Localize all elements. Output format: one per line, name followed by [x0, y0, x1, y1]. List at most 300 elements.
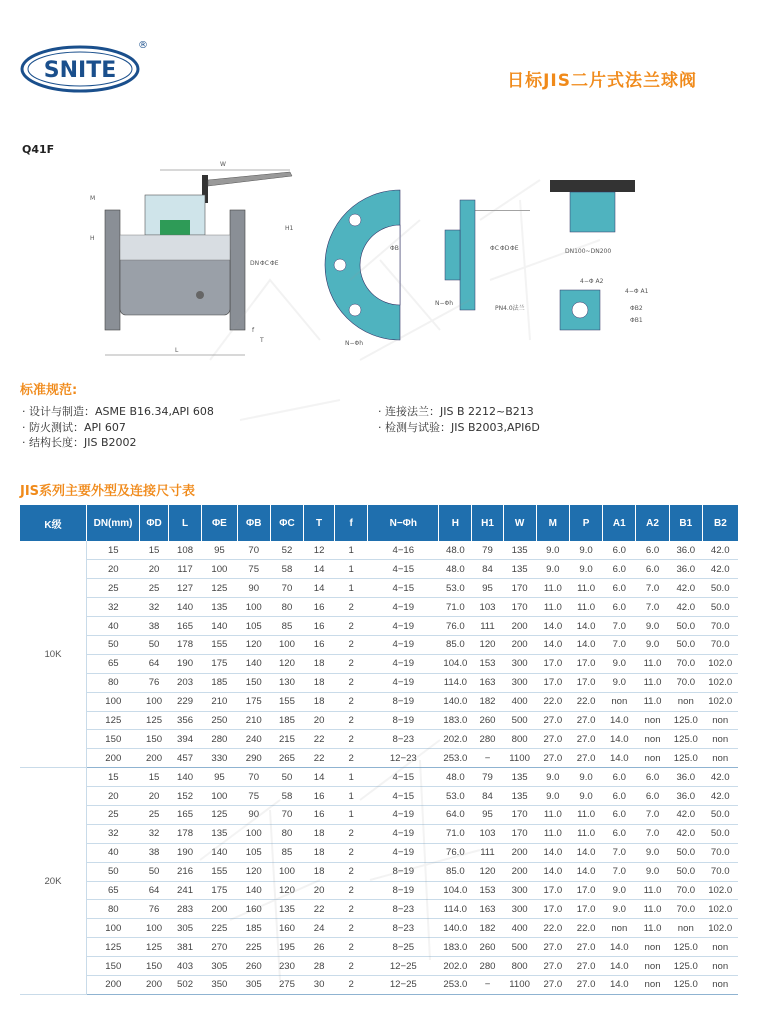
table-cell: 22 [304, 900, 335, 919]
model-code: Q41F [22, 143, 55, 156]
table-header-row [20, 505, 738, 541]
table-cell: 53.0 [439, 787, 472, 806]
table-cell: 4−19 [368, 654, 439, 673]
table-cell: 120 [472, 862, 503, 881]
table-cell: 9.0 [636, 843, 669, 862]
table-cell: 6.0 [603, 541, 636, 560]
table-cell: 2 [335, 617, 368, 636]
table-cell: 108 [168, 541, 201, 560]
table-cell: 225 [237, 938, 270, 957]
table-cell: 280 [472, 957, 503, 976]
table-cell: 135 [202, 824, 237, 843]
table-cell: 1100 [503, 749, 536, 768]
table-cell: 42.0 [702, 541, 738, 560]
table-cell: 25 [86, 579, 139, 598]
table-cell: non [636, 975, 669, 994]
table-cell: 400 [503, 919, 536, 938]
table-cell: 2 [335, 730, 368, 749]
table-cell: 22 [304, 749, 335, 768]
table-cell: 6.0 [603, 824, 636, 843]
table-cell: 11.0 [636, 673, 669, 692]
table-cell: 25 [86, 805, 139, 824]
table-cell: 140 [237, 881, 270, 900]
table-cell: 117 [168, 560, 201, 579]
table-cell: 195 [270, 938, 303, 957]
table-cell: 125 [86, 711, 139, 730]
table-cell: 300 [503, 881, 536, 900]
table-cell: 104.0 [439, 654, 472, 673]
table-cell: 1100 [503, 975, 536, 994]
table-cell: 6.0 [636, 541, 669, 560]
table-cell: 27.0 [536, 711, 569, 730]
table-cell: 2 [335, 824, 368, 843]
svg-text:4−Φ A1: 4−Φ A1 [625, 288, 649, 295]
table-cell: 14 [304, 768, 335, 787]
standards-right-list [378, 404, 540, 435]
standard-design: · 设计与制造：ASME B16.34,API 608 [22, 404, 214, 420]
table-cell: 152 [168, 787, 201, 806]
table-cell: 9.0 [636, 635, 669, 654]
svg-text:M: M [90, 195, 96, 202]
table-cell: 64 [140, 654, 169, 673]
table-cell: 175 [202, 654, 237, 673]
table-cell: 71.0 [439, 598, 472, 617]
table-row [20, 824, 738, 843]
table-cell: 9.0 [536, 768, 569, 787]
table-cell: 4−16 [368, 541, 439, 560]
table-cell: 11.0 [536, 824, 569, 843]
table-cell: 120 [237, 862, 270, 881]
table-cell: 125.0 [669, 957, 702, 976]
table-cell: 18 [304, 862, 335, 881]
table-cell: 11.0 [636, 654, 669, 673]
table-cell: 65 [86, 654, 139, 673]
table-cell: 36.0 [669, 787, 702, 806]
table-cell: 163 [472, 900, 503, 919]
table-cell: 135 [503, 541, 536, 560]
svg-text:H: H [90, 235, 95, 242]
table-cell: 275 [270, 975, 303, 994]
table-cell: 100 [86, 919, 139, 938]
table-cell: 290 [237, 749, 270, 768]
table-cell: 265 [270, 749, 303, 768]
table-cell: 2 [335, 635, 368, 654]
table-cell: 14.0 [603, 711, 636, 730]
table-cell: 150 [86, 957, 139, 976]
svg-text:ΦC: ΦC [490, 245, 499, 252]
mounting-pad-views [550, 180, 649, 330]
table-cell: 4−15 [368, 787, 439, 806]
table-cell: 125.0 [669, 730, 702, 749]
header-cell: M [536, 505, 569, 541]
table-cell: 25 [140, 579, 169, 598]
table-cell: 2 [335, 919, 368, 938]
svg-text:ΦB1: ΦB1 [630, 317, 643, 324]
svg-text:ΦB2: ΦB2 [630, 305, 643, 312]
table-cell: 27.0 [569, 749, 602, 768]
table-row [20, 938, 738, 957]
table-cell: 27.0 [569, 975, 602, 994]
table-cell: 42.0 [669, 598, 702, 617]
table-cell: 36.0 [669, 560, 702, 579]
table-cell: 16 [304, 598, 335, 617]
table-cell: 6.0 [603, 560, 636, 579]
table-cell: 202.0 [439, 730, 472, 749]
table-cell: 11.0 [536, 805, 569, 824]
table-cell: 6.0 [636, 560, 669, 579]
table-cell: 4−19 [368, 635, 439, 654]
svg-text:4−Φ A2: 4−Φ A2 [580, 278, 604, 285]
table-cell: 70.0 [702, 617, 738, 636]
table-cell: 102.0 [702, 673, 738, 692]
table-cell: 125.0 [669, 711, 702, 730]
dimension-table-wrap [20, 505, 738, 995]
table-cell: 153 [472, 654, 503, 673]
table-cell: 65 [86, 881, 139, 900]
table-cell: 32 [86, 824, 139, 843]
table-row [20, 843, 738, 862]
table-cell: 153 [472, 881, 503, 900]
table-cell: 50.0 [669, 843, 702, 862]
table-cell: 9.0 [569, 768, 602, 787]
table-cell: 17.0 [536, 900, 569, 919]
table-cell: 6.0 [603, 598, 636, 617]
header-cell: ΦC [270, 505, 303, 541]
table-cell: 200 [140, 975, 169, 994]
table-cell: 457 [168, 749, 201, 768]
page-title: 日标JIS二片式法兰球阀 [507, 71, 697, 91]
table-cell: 210 [237, 711, 270, 730]
table-cell: 381 [168, 938, 201, 957]
table-cell: 27.0 [569, 711, 602, 730]
table-cell: non [702, 975, 738, 994]
table-cell: 160 [270, 919, 303, 938]
table-cell: 225 [202, 919, 237, 938]
table-cell: 4−19 [368, 598, 439, 617]
table-cell: 253.0 [439, 975, 472, 994]
table-cell: non [636, 730, 669, 749]
table-cell: 20 [140, 560, 169, 579]
table-cell: 102.0 [702, 900, 738, 919]
table-cell: 120 [237, 635, 270, 654]
table-cell: 182 [472, 692, 503, 711]
table-cell: 50 [86, 635, 139, 654]
table-cell: 80 [270, 824, 303, 843]
table-cell: 76.0 [439, 843, 472, 862]
table-cell: 102.0 [702, 654, 738, 673]
table-cell: non [702, 938, 738, 957]
table-cell: 42.0 [702, 787, 738, 806]
table-cell: 190 [168, 843, 201, 862]
table-row [20, 598, 738, 617]
svg-text:N−Φh: N−Φh [435, 300, 454, 307]
table-cell: 7.0 [603, 843, 636, 862]
table-cell: 14.0 [536, 617, 569, 636]
table-cell: 50 [140, 635, 169, 654]
table-cell: 11.0 [636, 692, 669, 711]
table-cell: 42.0 [669, 824, 702, 843]
table-cell: − [472, 749, 503, 768]
table-cell: 300 [503, 673, 536, 692]
table-cell: 14.0 [569, 635, 602, 654]
table-cell: 140.0 [439, 692, 472, 711]
svg-text:N−Φh: N−Φh [345, 340, 364, 347]
table-cell: non [702, 957, 738, 976]
table-cell: 125.0 [669, 938, 702, 957]
table-cell: 22.0 [569, 692, 602, 711]
table-cell: 36.0 [669, 768, 702, 787]
table-cell: 182 [472, 919, 503, 938]
table-cell: 260 [237, 957, 270, 976]
table-cell: 85 [270, 617, 303, 636]
table-row [20, 617, 738, 636]
standard-fire-test: · 防火测试：API 607 [22, 420, 214, 436]
table-cell: 25 [140, 805, 169, 824]
table-cell: 356 [168, 711, 201, 730]
table-cell: 20 [304, 711, 335, 730]
table-cell: 11.0 [569, 579, 602, 598]
table-cell: 240 [237, 730, 270, 749]
table-cell: 130 [270, 673, 303, 692]
table-cell: 11.0 [636, 900, 669, 919]
table-cell: 14.0 [603, 957, 636, 976]
table-cell: 70 [237, 541, 270, 560]
table-cell: non [702, 749, 738, 768]
table-cell: 102.0 [702, 881, 738, 900]
svg-text:ΦE: ΦE [510, 245, 519, 252]
header-cell: T [304, 505, 335, 541]
table-cell: 17.0 [569, 881, 602, 900]
table-cell: 1 [335, 768, 368, 787]
table-cell: 15 [140, 541, 169, 560]
dimension-table [20, 505, 738, 995]
header-cell: H1 [472, 505, 503, 541]
table-cell: 140 [202, 843, 237, 862]
table-cell: 18 [304, 673, 335, 692]
table-cell: 800 [503, 957, 536, 976]
table-row [20, 730, 738, 749]
table-cell: 7.0 [603, 635, 636, 654]
table-cell: 150 [140, 730, 169, 749]
table-cell: non [702, 711, 738, 730]
header-cell: B2 [702, 505, 738, 541]
table-cell: 210 [202, 692, 237, 711]
table-cell: 12−25 [368, 975, 439, 994]
table-cell: 500 [503, 938, 536, 957]
table-cell: 36.0 [669, 541, 702, 560]
header-cell: P [569, 505, 602, 541]
header-cell: H [439, 505, 472, 541]
table-cell: 135 [503, 787, 536, 806]
table-cell: 103 [472, 598, 503, 617]
table-cell: 85.0 [439, 635, 472, 654]
table-cell: 100 [202, 560, 237, 579]
table-cell: 14.0 [536, 843, 569, 862]
table-cell: 14 [304, 579, 335, 598]
table-cell: 230 [270, 957, 303, 976]
table-cell: − [472, 975, 503, 994]
table-cell: 260 [472, 938, 503, 957]
table-cell: 14.0 [603, 975, 636, 994]
svg-text:L: L [175, 347, 179, 354]
table-cell: 27.0 [536, 957, 569, 976]
table-cell: 27.0 [569, 957, 602, 976]
table-cell: 6.0 [636, 768, 669, 787]
table-cell: 15 [140, 768, 169, 787]
logo-text: SNITE [43, 58, 117, 83]
table-cell: 84 [472, 560, 503, 579]
table-cell: 11.0 [569, 824, 602, 843]
table-cell: 9.0 [569, 787, 602, 806]
table-cell: 125.0 [669, 975, 702, 994]
table-cell: 32 [86, 598, 139, 617]
header-cell: ΦE [202, 505, 237, 541]
header-cell: L [168, 505, 201, 541]
snite-logo [20, 44, 140, 94]
table-row [20, 881, 738, 900]
table-cell: 150 [140, 957, 169, 976]
table-cell: 125 [140, 711, 169, 730]
table-cell: 7.0 [636, 805, 669, 824]
header-cell: A2 [636, 505, 669, 541]
table-cell: 22 [304, 730, 335, 749]
svg-text:ΦE: ΦE [270, 260, 279, 267]
table-cell: 9.0 [569, 560, 602, 579]
table-cell: non [636, 749, 669, 768]
table-row [20, 654, 738, 673]
table-cell: 9.0 [536, 787, 569, 806]
table-cell: 2 [335, 975, 368, 994]
table-cell: 1 [335, 805, 368, 824]
table-cell: 27.0 [536, 749, 569, 768]
table-cell: 200 [86, 975, 139, 994]
table-cell: 7.0 [603, 617, 636, 636]
table-cell: 80 [86, 673, 139, 692]
table-cell: 9.0 [603, 900, 636, 919]
table-cell: 50 [86, 862, 139, 881]
table-row [20, 957, 738, 976]
table-cell: 280 [472, 730, 503, 749]
table-cell: 20 [304, 881, 335, 900]
header-cell: B1 [669, 505, 702, 541]
table-cell: 280 [202, 730, 237, 749]
table-cell: 48.0 [439, 768, 472, 787]
table-cell: 200 [503, 617, 536, 636]
table-cell: 2 [335, 692, 368, 711]
valve-drawings [90, 150, 730, 365]
table-cell: 6.0 [603, 805, 636, 824]
table-cell: 80 [86, 900, 139, 919]
table-cell: 241 [168, 881, 201, 900]
table-cell: 114.0 [439, 673, 472, 692]
table-cell: 95 [202, 541, 237, 560]
table-cell: 18 [304, 692, 335, 711]
table-cell: 8−25 [368, 938, 439, 957]
svg-text:PN4.0法兰: PN4.0法兰 [495, 305, 525, 312]
svg-text:ΦB: ΦB [390, 245, 399, 252]
table-cell: 2 [335, 673, 368, 692]
table-cell: 58 [270, 560, 303, 579]
registered-mark: ® [138, 40, 148, 51]
table-cell: 11.0 [536, 598, 569, 617]
table-row [20, 711, 738, 730]
svg-text:DN100~DN200: DN100~DN200 [565, 248, 612, 255]
table-cell: 178 [168, 824, 201, 843]
table-cell: 165 [168, 805, 201, 824]
table-cell: 260 [472, 711, 503, 730]
table-cell: 6.0 [636, 787, 669, 806]
table-cell: 120 [270, 654, 303, 673]
table-cell: 300 [503, 900, 536, 919]
table-cell: 79 [472, 768, 503, 787]
table-cell: 103 [472, 824, 503, 843]
table-cell: 16 [304, 635, 335, 654]
table-cell: 305 [202, 957, 237, 976]
table-cell: 9.0 [636, 617, 669, 636]
table-cell: 1 [335, 787, 368, 806]
table-cell: 8−23 [368, 730, 439, 749]
table-cell: 120 [270, 881, 303, 900]
table-row [20, 768, 738, 787]
table-cell: 125 [86, 938, 139, 957]
table-cell: 8−23 [368, 919, 439, 938]
valve-side-view [90, 161, 294, 355]
svg-text:T: T [260, 337, 264, 344]
table-cell: 170 [503, 824, 536, 843]
table-cell: 175 [237, 692, 270, 711]
table-cell: non [636, 938, 669, 957]
table-cell: 15 [86, 768, 139, 787]
table-cell: 85 [270, 843, 303, 862]
table-cell: 70.0 [702, 635, 738, 654]
table-cell: 6.0 [603, 787, 636, 806]
table-cell: 14.0 [569, 617, 602, 636]
table-row [20, 805, 738, 824]
table-cell: 90 [237, 805, 270, 824]
table-cell: 125 [202, 579, 237, 598]
table-cell: 216 [168, 862, 201, 881]
table-cell: 11.0 [569, 598, 602, 617]
table-row [20, 975, 738, 994]
table-cell: 100 [140, 919, 169, 938]
table-cell: 27.0 [569, 938, 602, 957]
table-cell: 150 [237, 673, 270, 692]
table-cell: 2 [335, 900, 368, 919]
table-cell: 403 [168, 957, 201, 976]
table-cell: 135 [503, 768, 536, 787]
table-cell: 100 [237, 598, 270, 617]
header-cell: A1 [603, 505, 636, 541]
table-cell: 100 [270, 862, 303, 881]
table-cell: 4−15 [368, 579, 439, 598]
table-row [20, 919, 738, 938]
table-cell: 2 [335, 749, 368, 768]
table-cell: 4−19 [368, 673, 439, 692]
table-cell: 70.0 [669, 654, 702, 673]
table-cell: 305 [168, 919, 201, 938]
table-row [20, 541, 738, 560]
table-cell: 32 [140, 824, 169, 843]
table-cell: non [669, 919, 702, 938]
table-cell: 9.0 [603, 673, 636, 692]
table-cell: 4−19 [368, 617, 439, 636]
table-cell: 111 [472, 617, 503, 636]
table-cell: 50.0 [669, 617, 702, 636]
header-cell: W [503, 505, 536, 541]
svg-text:DN: DN [250, 260, 260, 267]
table-cell: 11.0 [636, 881, 669, 900]
table-cell: 30 [304, 975, 335, 994]
